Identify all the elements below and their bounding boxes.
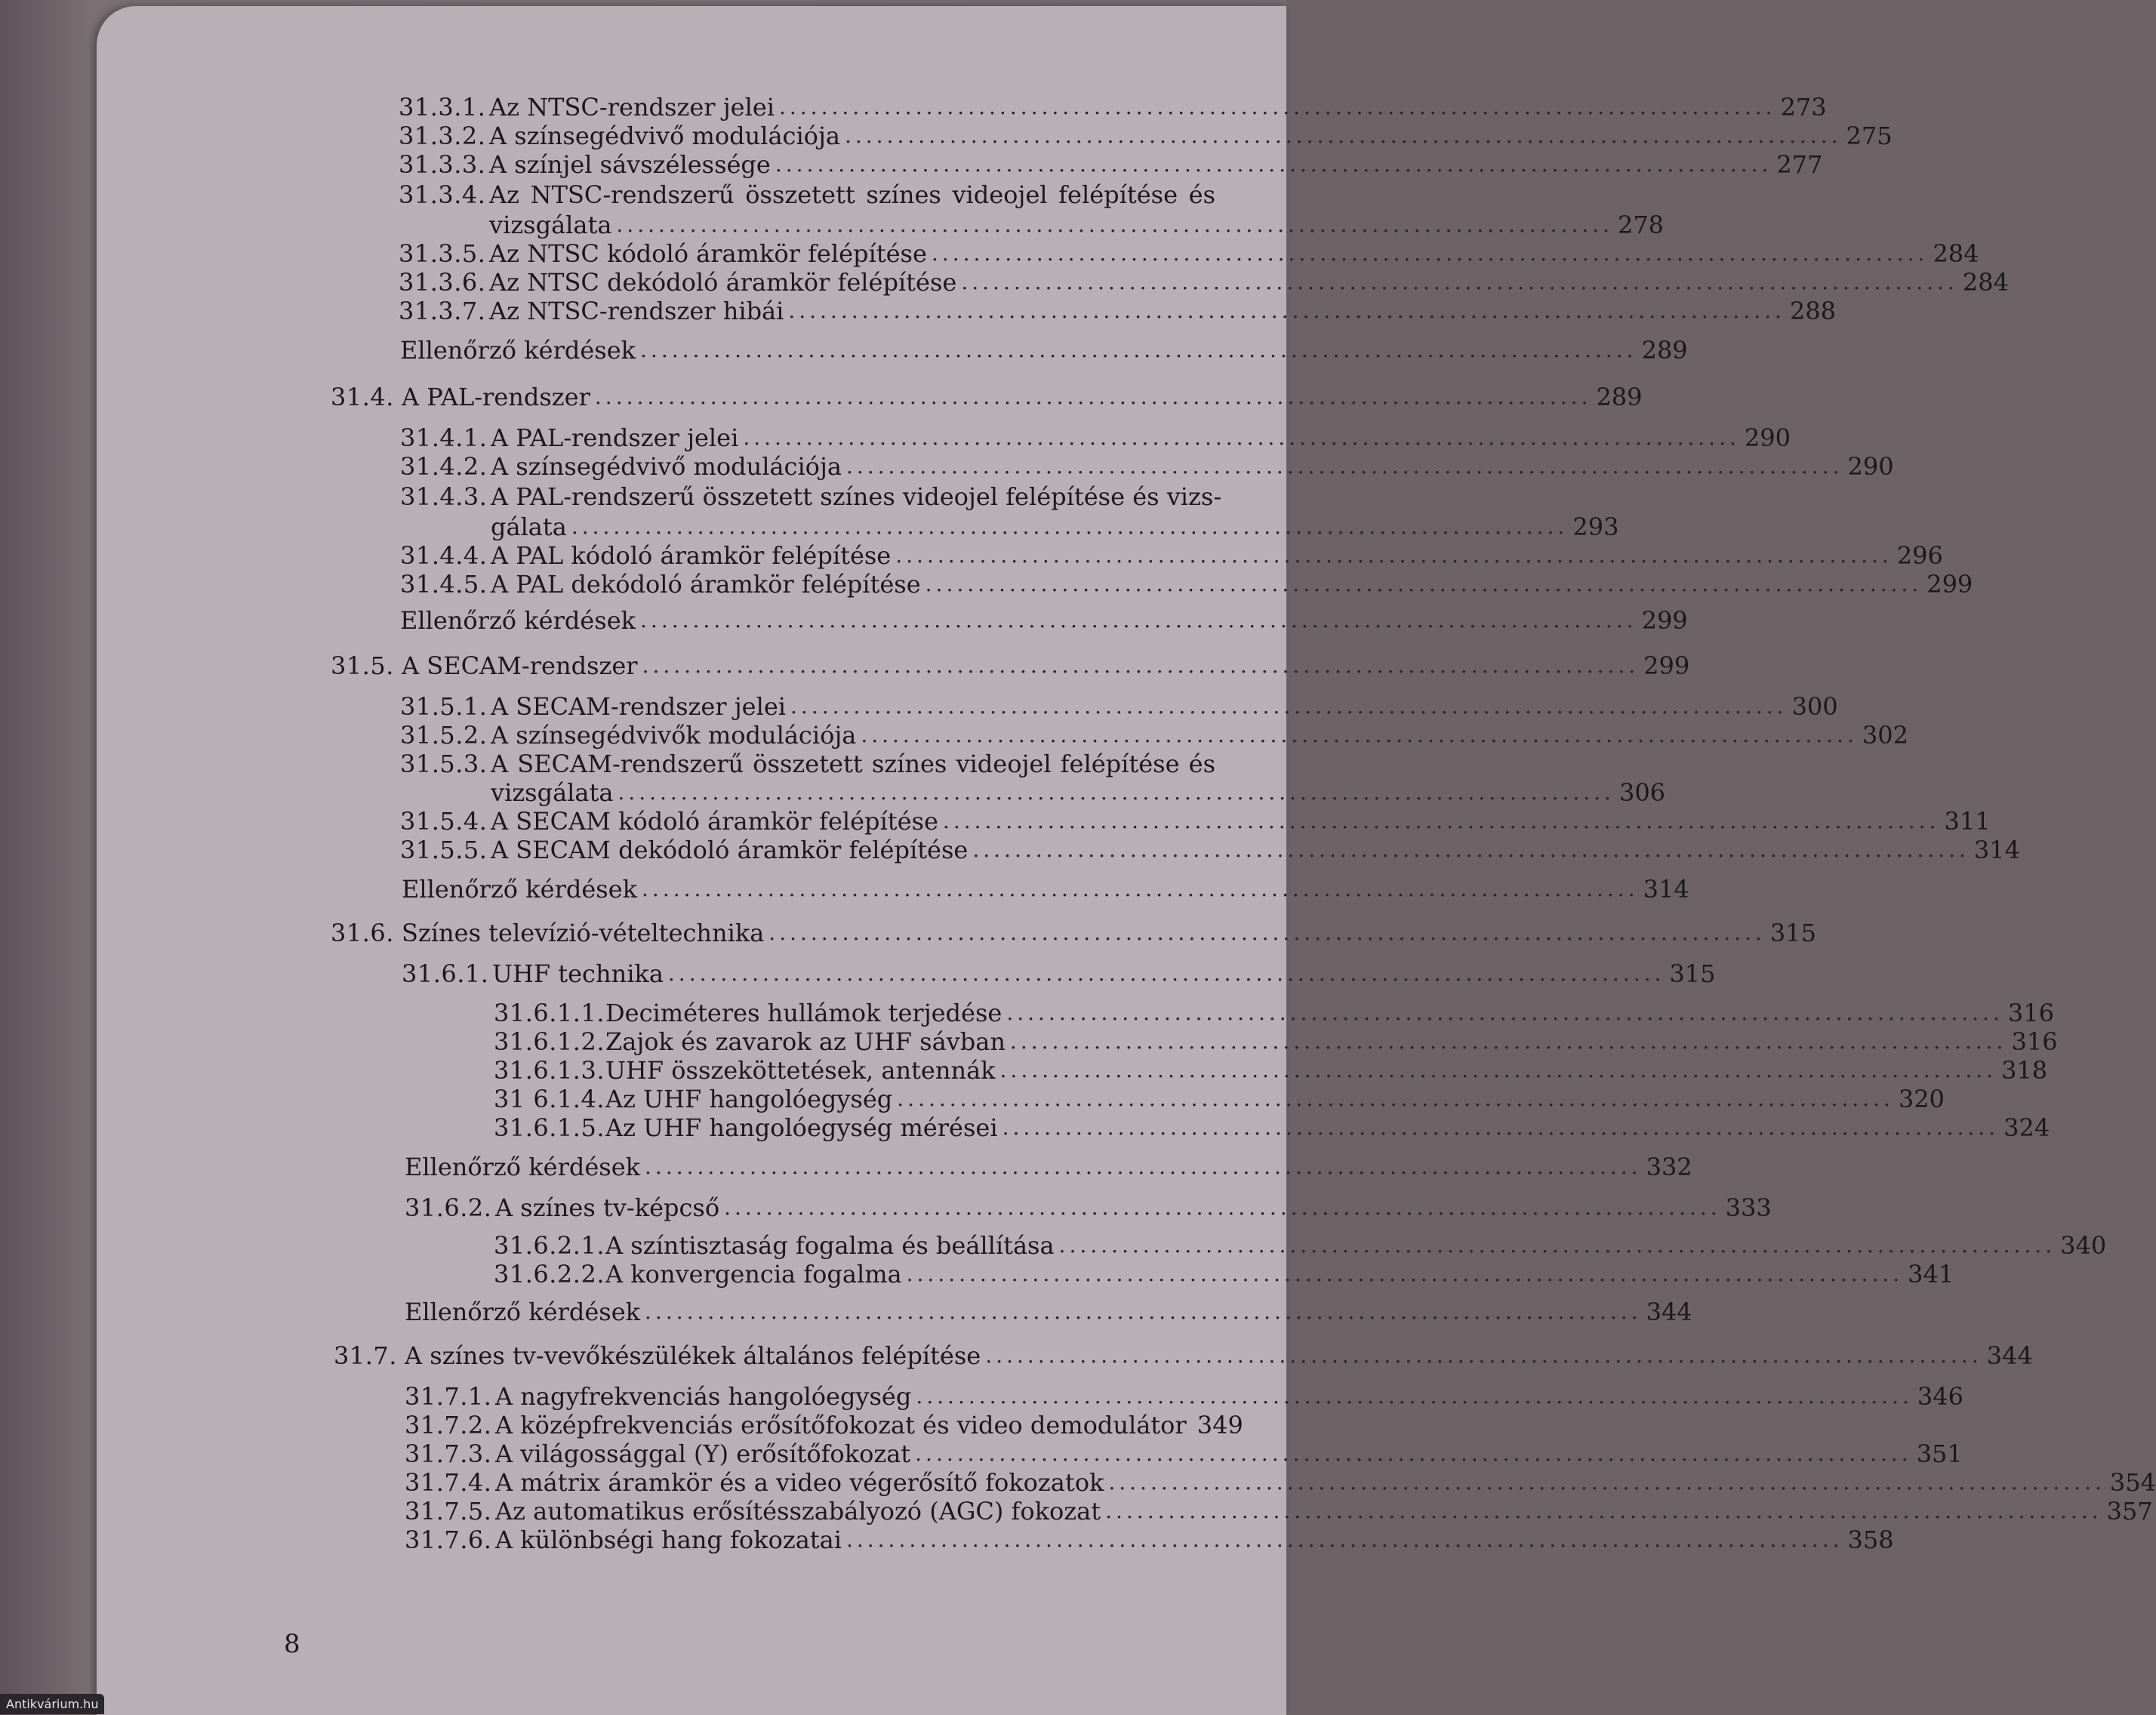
- toc-entry-page: 284: [1962, 268, 2009, 297]
- toc-entry-number: 31.7.6.: [405, 1526, 492, 1554]
- leader-dots: ...............................................................................................: [1002, 1115, 2000, 1140]
- toc-section: [334, 1338, 2033, 1371]
- toc-section-number: 31.7.: [334, 1341, 397, 1370]
- toc-subentry: [494, 1110, 2050, 1143]
- toc-entry-page: 306: [1619, 778, 1666, 807]
- leader-dots: ...............................................................................................: [915, 1441, 1912, 1466]
- toc-entry-page: 358: [1847, 1526, 1894, 1554]
- toc-entry-page: 357: [2106, 1497, 2153, 1526]
- toc-entry-page: 340: [2060, 1231, 2107, 1260]
- toc-entry-title: A különbségi hang fokozatai: [495, 1526, 842, 1554]
- leader-dots: ...............................................................................................: [768, 920, 1766, 945]
- toc-entry-title: Ellenőrző kérdések: [405, 1298, 641, 1326]
- toc-entry-number: 31.4.1.: [400, 423, 488, 452]
- toc-subentry-number: 31.6.1.2.: [494, 1027, 605, 1056]
- toc-entry: [405, 1190, 1772, 1223]
- toc-entry-title: Az NTSC kódoló áramkör felépítése: [489, 239, 927, 268]
- leader-dots: ...............................................................................................: [1009, 1029, 2007, 1054]
- toc-entry-review: [405, 1294, 1692, 1327]
- toc-entry-title: A színes tv-képcső: [495, 1193, 720, 1222]
- toc-subentry-title: Zajok és zavarok az UHF sávban: [605, 1027, 1006, 1056]
- toc-section: [331, 379, 1643, 412]
- leader-dots: ...............................................................................................: [861, 722, 1858, 747]
- toc-entry: [399, 146, 1823, 180]
- leader-dots: ...............................................................................................: [775, 152, 1773, 177]
- toc-entry-page: 299: [1641, 606, 1688, 635]
- toc-subentry-title: Az UHF hangolóegység: [605, 1085, 893, 1113]
- toc-entry: [400, 832, 2020, 865]
- toc-entry-title: Ellenőrző kérdések: [400, 336, 636, 365]
- toc-entry-number: 31.5.2.: [400, 721, 488, 750]
- toc-entry-number: 31.4.5.: [400, 570, 488, 599]
- toc-entry-page: 299: [1643, 651, 1690, 680]
- toc-entry-page: 316: [2011, 1027, 2058, 1056]
- toc-entry-title: Ellenőrző kérdések: [405, 1153, 641, 1181]
- toc-entry-page: 293: [1572, 513, 1619, 541]
- toc-entry-number: 31.3.1.: [399, 93, 486, 122]
- toc-section-title: A színes tv-vevőkészülékek általános felépítése: [405, 1341, 981, 1370]
- toc-entry: [399, 293, 1836, 326]
- toc-entry-page: 284: [1933, 239, 1979, 268]
- toc-entry-page: 300: [1791, 692, 1838, 721]
- toc-entry-title: A nagyfrekvenciás hangolóegység: [495, 1382, 912, 1411]
- toc-entry-title: A középfrekvenciás erősítőfokozat és video demodulátor: [495, 1411, 1187, 1439]
- toc-entry-title: Az NTSC-rendszer hibái: [489, 297, 784, 325]
- toc-entry-review: [400, 602, 1688, 636]
- toc-entry-number: 31.6.1.: [402, 959, 489, 988]
- toc-entry-page: 290: [1847, 452, 1894, 481]
- toc-subentry-number: 31.6.1.3.: [494, 1056, 605, 1085]
- toc-entry: [402, 956, 1716, 989]
- toc-entry-number: 31.7.2.: [405, 1411, 492, 1439]
- leader-dots: ...............................................................................................: [985, 1343, 1982, 1368]
- toc-entry-number: 31.5.5.: [400, 836, 488, 864]
- leader-dots: ...............................................................................................: [845, 1527, 1843, 1552]
- leader-dots: ...............................................................................................: [667, 961, 1665, 986]
- leader-dots: ...............................................................................................: [743, 425, 1740, 450]
- toc-entry-page: 277: [1776, 150, 1823, 179]
- leader-dots: ...............................................................................................: [616, 212, 1613, 237]
- leader-dots: ...............................................................................................: [925, 571, 1923, 596]
- toc-entry-title: Az automatikus erősítésszabályozó (AGC) fokozat: [495, 1497, 1101, 1526]
- leader-dots: ...............................................................................................: [640, 608, 1637, 633]
- leader-dots: ...............................................................................................: [1105, 1498, 2102, 1523]
- toc-entry-title: A világossággal (Y) erősítőfokozat: [495, 1439, 911, 1468]
- leader-dots: ...............................................................................................: [790, 694, 1788, 719]
- toc-entry-title: A mátrix áramkör és a video végerősítő fokozatok: [495, 1468, 1104, 1497]
- leader-dots: ...............................................................................................: [942, 808, 1940, 833]
- toc-entry-page: 341: [1908, 1260, 1954, 1289]
- toc-entry-title: Ellenőrző kérdések: [402, 875, 638, 904]
- toc-entry-number: 31.5.4.: [400, 807, 488, 836]
- toc-entry-page: 315: [1669, 959, 1716, 988]
- toc-subentry-number: 31.6.1.1.: [494, 999, 605, 1027]
- toc-entry-number: 31.4.4.: [400, 541, 488, 570]
- toc-entry-page: 320: [1898, 1085, 1945, 1113]
- toc-entry-page: 314: [1643, 875, 1689, 904]
- toc-entry-title: A SECAM-rendszerű összetett színes videojel felépítése és: [491, 750, 1215, 778]
- toc-subentry-number: 31.6.1.5.: [494, 1113, 605, 1142]
- toc-entry-page: 289: [1641, 336, 1688, 365]
- leader-dots: ...............................................................................................: [645, 1299, 1642, 1324]
- toc-entry-page: 324: [2004, 1113, 2050, 1142]
- leader-dots: ...............................................................................................: [640, 337, 1637, 362]
- toc-entry-page: 314: [1973, 836, 2020, 864]
- leader-dots: ...............................................................................................: [931, 241, 1929, 266]
- toc-entry-title: A színsegédvivő modulációja: [491, 452, 842, 481]
- toc-entry-title: UHF technika: [492, 959, 664, 988]
- toc-entry-page: 288: [1789, 297, 1836, 325]
- toc-entry-wrapped-line1: [400, 479, 1222, 512]
- toc-subentry-title: A színtisztaság fogalma és beállítása: [605, 1231, 1055, 1260]
- page-number: 8: [284, 1629, 300, 1659]
- toc-section-number: 31.6.: [331, 919, 394, 947]
- toc-entry-title: Az NTSC dekódoló áramkör felépítése: [489, 268, 957, 297]
- leader-dots: ...............................................................................................: [1006, 1000, 2004, 1025]
- toc-entry-title: Ellenőrző kérdések: [400, 606, 636, 635]
- toc-entry-number: 31.3.2.: [399, 122, 486, 150]
- toc-section-title: A PAL-rendszer: [402, 383, 590, 411]
- toc-entry-number: 31.6.2.: [405, 1193, 492, 1222]
- toc-entry-page: 311: [1944, 807, 1991, 836]
- leader-dots: ...............................................................................................: [645, 1154, 1642, 1179]
- leader-dots: ...............................................................................................: [1058, 1233, 2056, 1258]
- toc-entry-review: [402, 871, 1689, 904]
- leader-dots: ...............................................................................................: [724, 1195, 1721, 1220]
- toc-entry-title: A SECAM kódoló áramkör felépítése: [491, 807, 938, 836]
- toc-entry-title: A színsegédvivő modulációja: [489, 122, 840, 150]
- toc-entry-page: 332: [1646, 1153, 1692, 1181]
- leader-dots: ...............................................................................................: [897, 1086, 1894, 1111]
- leader-dots: ...............................................................................................: [906, 1261, 1904, 1286]
- toc-entry-title-continued: vizsgálata: [491, 778, 614, 807]
- toc-entry-number: 31.7.3.: [405, 1439, 492, 1468]
- toc-entry-title: Az NTSC-rendszer jelei: [489, 93, 775, 122]
- toc-section-title: Színes televízió-vételtechnika: [402, 919, 765, 947]
- toc-entry-page: 299: [1927, 570, 1973, 599]
- toc-entry-page: 316: [2007, 999, 2054, 1027]
- toc-entry-page: 344: [1646, 1298, 1692, 1326]
- toc-entry-title-continued: vizsgálata: [489, 211, 612, 239]
- toc-entry-number: 31.7.4.: [405, 1468, 492, 1497]
- toc-entry-page: 351: [1916, 1439, 1963, 1468]
- toc-entry-page: 354: [2109, 1468, 2156, 1497]
- leader-dots: ...............................................................................................: [999, 1058, 1997, 1082]
- toc-subentry-title: Deciméteres hullámok terjedése: [605, 999, 1003, 1027]
- toc-entry-title: A PAL-rendszerű összetett színes videojel felépítése és vizs-: [491, 482, 1222, 511]
- toc-subentry-title: Az UHF hangolóegység mérései: [605, 1113, 998, 1142]
- toc-entry-page: 296: [1896, 541, 1943, 570]
- toc-entry-page: 302: [1862, 721, 1908, 750]
- toc-entry-wrapped-line1: [399, 177, 1215, 210]
- toc-subentry-number: 31.6.2.2.: [494, 1260, 605, 1289]
- leader-dots: ...............................................................................................: [642, 653, 1640, 678]
- toc-entry-title: A PAL kódoló áramkör felépítése: [491, 541, 892, 570]
- toc-entry-review: [405, 1149, 1692, 1182]
- toc-entry-title: A színsegédvivők modulációja: [491, 721, 857, 750]
- toc-entry-number: 31.3.4.: [399, 180, 486, 209]
- leader-dots: ...............................................................................................: [788, 298, 1785, 323]
- leader-dots: ...............................................................................................: [845, 454, 1843, 479]
- toc-entry-number: 31.7.5.: [405, 1497, 492, 1526]
- toc-entry-page: 290: [1744, 423, 1791, 452]
- toc-subentry-title: UHF összeköttetések, antennák: [605, 1056, 996, 1085]
- toc-entry-title: A SECAM dekódoló áramkör felépítése: [491, 836, 969, 864]
- toc-entry-page: 273: [1780, 93, 1827, 122]
- toc-entry-title-continued: gálata: [491, 513, 567, 541]
- toc-entry-title: A SECAM-rendszer jelei: [491, 692, 787, 721]
- toc-entry-number: 31.3.5.: [399, 239, 486, 268]
- toc-entry: [400, 566, 1973, 599]
- leader-dots: ...............................................................................................: [844, 123, 1842, 148]
- book-page: [97, 6, 2156, 1715]
- toc-subentry-number: 31.6.2.1.: [494, 1231, 605, 1260]
- leader-dots: ...............................................................................................: [916, 1384, 1913, 1409]
- toc-subentry-title: A konvergencia fogalma: [605, 1260, 902, 1289]
- leader-dots: ...............................................................................................: [972, 837, 1970, 862]
- toc-entry-page: 275: [1846, 122, 1893, 150]
- toc-entry-number: 31.4.3.: [400, 482, 488, 511]
- toc-entry-title: A PAL-rendszer jelei: [491, 423, 739, 452]
- toc-section-title: A SECAM-rendszer: [402, 651, 638, 680]
- toc-subentry-number: 31 6.1.4.: [494, 1085, 605, 1113]
- toc-entry-page: 315: [1769, 919, 1816, 947]
- toc-section-number: 31.4.: [331, 383, 394, 411]
- table-of-contents: [97, 6, 2156, 1715]
- toc-entry-number: 31.5.3.: [400, 750, 488, 778]
- toc-entry-page: 318: [2001, 1056, 2048, 1085]
- toc-entry-page: 278: [1617, 211, 1665, 239]
- leader-dots: ...............................................................................................: [642, 876, 1639, 901]
- toc-entry-page: 346: [1917, 1382, 1964, 1411]
- toc-entry-page: 333: [1725, 1193, 1772, 1222]
- toc-entry-page: 344: [1986, 1341, 2033, 1370]
- watermark-label: Antikvárium.hu: [0, 1694, 104, 1714]
- toc-entry-number: 31.3.6.: [399, 268, 486, 297]
- toc-entry-title: Az NTSC-rendszerű összetett színes videojel felépítése és: [489, 180, 1215, 209]
- leader-dots: ...............................................................................................: [961, 269, 1958, 294]
- toc-entry-number: 31.3.3.: [399, 150, 486, 179]
- leader-dots: ...............................................................................................: [618, 780, 1615, 805]
- toc-section: [331, 915, 1816, 948]
- toc-entry: [400, 448, 1894, 482]
- leader-dots: ...............................................................................................: [1108, 1470, 2105, 1495]
- toc-entry-number: 31.3.7.: [399, 297, 486, 325]
- toc-entry-number: 31.7.1.: [405, 1382, 492, 1411]
- toc-entry: [405, 1522, 1894, 1555]
- toc-entry-page: 349: [1197, 1411, 1243, 1439]
- toc-entry-number: 31.5.1.: [400, 692, 488, 721]
- toc-section-number: 31.5.: [331, 651, 394, 680]
- toc-entry-review: [400, 332, 1688, 365]
- toc-entry-title: A színjel sávszélessége: [489, 150, 771, 179]
- leader-dots: ...............................................................................................: [778, 94, 1776, 119]
- toc-entry-page: 289: [1596, 383, 1643, 411]
- leader-dots: ...............................................................................................: [594, 384, 1592, 409]
- toc-subentry: [494, 1256, 1954, 1289]
- toc-entry-title: A PAL dekódoló áramkör felépítése: [491, 570, 921, 599]
- leader-dots: ...............................................................................................: [571, 514, 1569, 539]
- leader-dots: ...............................................................................................: [895, 543, 1893, 568]
- toc-entry-number: 31.4.2.: [400, 452, 488, 481]
- toc-section: [331, 648, 1690, 681]
